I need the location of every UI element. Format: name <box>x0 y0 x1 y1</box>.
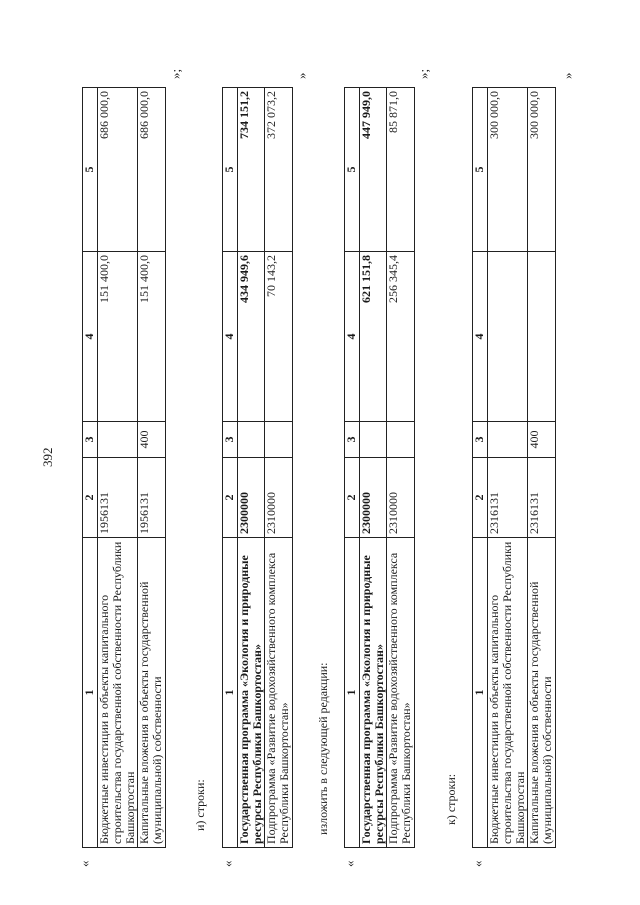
label-i: и) строки: <box>193 779 207 831</box>
row-name: Подпрограмма «Развитие водохозяйственного комплекса Республики Башкортостан» <box>387 538 415 848</box>
row-name: Капитальные вложения в объекты государственной (муниципальной) собственности <box>138 538 166 848</box>
header-col-5: 5 <box>473 88 488 252</box>
row-value-4 <box>488 252 528 422</box>
table-row <box>488 88 528 848</box>
row-value-5: 734 151,2 <box>238 88 265 252</box>
header-col-4: 4 <box>223 252 238 422</box>
row-value-4: 621 151,8 <box>360 252 387 422</box>
row-code: 1956131 <box>138 458 166 538</box>
table-row <box>387 88 415 848</box>
row-code: 1956131 <box>98 458 138 538</box>
row-name: Государственная программа «Экология и природные ресурсы Республики Башкортостан» <box>238 538 265 848</box>
table-row <box>528 88 556 848</box>
row-name: Капитальные вложения в объекты государственной (муниципальной) собственности <box>528 538 556 848</box>
close-quote: » <box>560 72 575 79</box>
table-row <box>98 88 138 848</box>
row-code: 2300000 <box>238 458 265 538</box>
header-col-2: 2 <box>83 458 98 538</box>
row-code: 2310000 <box>265 458 293 538</box>
open-quote: « <box>342 860 357 867</box>
table-header-row <box>345 88 360 848</box>
row-value-5: 686 000,0 <box>138 88 166 252</box>
open-quote: « <box>77 860 92 867</box>
row-vr <box>488 422 528 458</box>
row-value-4: 434 949,6 <box>238 252 265 422</box>
row-name: Бюджетные инвестиции в объекты капитального строительства государственной собственности Республики Башкортостан <box>98 538 138 848</box>
header-col-2: 2 <box>473 458 488 538</box>
close-quote: » <box>294 72 309 79</box>
row-value-5: 447 949,0 <box>360 88 387 252</box>
row-name: Подпрограмма «Развитие водохозяйственного комплекса Республики Башкортостан» <box>265 538 293 848</box>
row-value-4: 151 400,0 <box>138 252 166 422</box>
close-quote: »; <box>416 68 431 79</box>
row-vr <box>265 422 293 458</box>
row-vr: 400 <box>528 422 556 458</box>
table-block-3 <box>344 87 415 848</box>
header-col-4: 4 <box>345 252 360 422</box>
table-block-4 <box>472 87 556 848</box>
table-row <box>138 88 166 848</box>
row-value-5: 300 000,0 <box>488 88 528 252</box>
row-name: Государственная программа «Экология и природные ресурсы Республики Башкортостан» <box>360 538 387 848</box>
close-quote: »; <box>168 68 183 79</box>
table-header-row <box>83 88 98 848</box>
row-value-4: 151 400,0 <box>98 252 138 422</box>
table-block-2 <box>222 87 293 848</box>
header-col-4: 4 <box>473 252 488 422</box>
row-value-5: 686 000,0 <box>98 88 138 252</box>
header-col-3: 3 <box>223 422 238 458</box>
page-number: 392 <box>40 447 55 467</box>
row-value-4: 256 345,4 <box>387 252 415 422</box>
row-value-5: 85 871,0 <box>387 88 415 252</box>
row-code: 2316131 <box>488 458 528 538</box>
header-col-5: 5 <box>345 88 360 252</box>
label-edit: изложить в следующей редакции: <box>316 662 330 835</box>
header-col-3: 3 <box>83 422 98 458</box>
row-value-4 <box>528 252 556 422</box>
row-name: Бюджетные инвестиции в объекты капитального строительства государственной собственности Республики Башкортостан <box>488 538 528 848</box>
row-vr <box>98 422 138 458</box>
open-quote: « <box>220 860 235 867</box>
header-col-3: 3 <box>473 422 488 458</box>
row-vr <box>238 422 265 458</box>
table-row <box>265 88 293 848</box>
header-col-1: 1 <box>83 538 98 848</box>
row-code: 2316131 <box>528 458 556 538</box>
row-value-5: 300 000,0 <box>528 88 556 252</box>
row-value-5: 372 073,2 <box>265 88 293 252</box>
row-vr: 400 <box>138 422 166 458</box>
table-header-row <box>473 88 488 848</box>
row-code: 2310000 <box>387 458 415 538</box>
header-col-1: 1 <box>223 538 238 848</box>
table-row <box>360 88 387 848</box>
header-col-3: 3 <box>345 422 360 458</box>
header-col-4: 4 <box>83 252 98 422</box>
table-block-1 <box>82 87 166 848</box>
row-value-4: 70 143,2 <box>265 252 293 422</box>
open-quote: « <box>470 860 485 867</box>
label-k: к) строки: <box>444 773 458 825</box>
table-header-row <box>223 88 238 848</box>
row-vr <box>387 422 415 458</box>
row-code: 2300000 <box>360 458 387 538</box>
header-col-1: 1 <box>345 538 360 848</box>
table-row <box>238 88 265 848</box>
header-col-5: 5 <box>223 88 238 252</box>
header-col-2: 2 <box>223 458 238 538</box>
row-vr <box>360 422 387 458</box>
header-col-1: 1 <box>473 538 488 848</box>
header-col-2: 2 <box>345 458 360 538</box>
header-col-5: 5 <box>83 88 98 252</box>
